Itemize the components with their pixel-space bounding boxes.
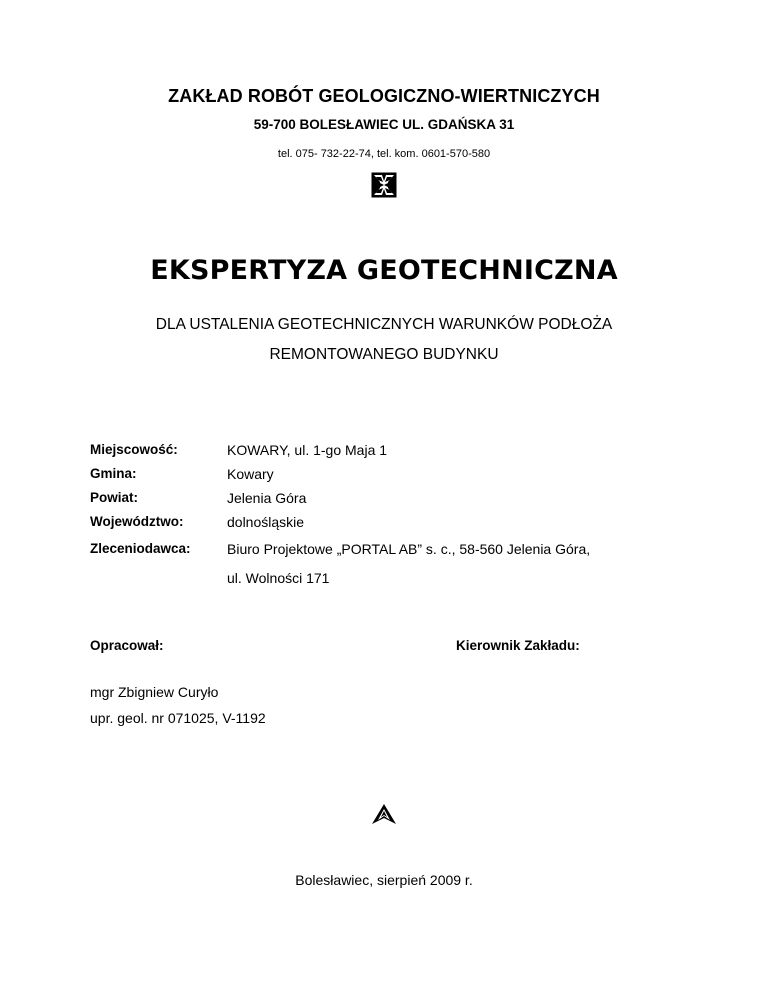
prepared-by-label: Opracował: — [90, 638, 164, 653]
locality-label: Miejscowość: — [90, 442, 178, 457]
author-name: mgr Zbigniew Curyło — [90, 684, 219, 700]
manager-label: Kierownik Zakładu: — [456, 638, 580, 653]
county-label: Powiat: — [90, 490, 139, 505]
company-name: ZAKŁAD ROBÓT GEOLOGICZNO-WIERTNICZYCH — [168, 86, 600, 106]
triangle-mark-icon — [372, 804, 396, 824]
company-emblem-icon — [371, 172, 397, 198]
commune-value: Kowary — [227, 466, 274, 482]
voivodeship-value: dolnośląskie — [227, 514, 305, 530]
company-phone: tel. 075- 732-22-74, tel. kom. 0601-570-580 — [277, 148, 491, 160]
voivodeship-label: Województwo: — [90, 514, 184, 529]
client-value-line1: Biuro Projektowe „PORTAL AB” s. c., 58-560 Jelenia Góra, — [227, 541, 591, 557]
company-address: 59-700 BOLESŁAWIEC UL. GDAŃSKA 31 — [253, 117, 515, 132]
document-subtitle-line1: DLA USTALENIA GEOTECHNICZNYCH WARUNKÓW PODŁOŻA — [155, 316, 613, 333]
client-label: Zleceniodawca: — [90, 541, 191, 556]
county-value: Jelenia Góra — [227, 490, 307, 506]
author-license: upr. geol. nr 071025, V-1192 — [90, 710, 266, 726]
commune-label: Gmina: — [90, 466, 137, 481]
document-subtitle-line2: REMONTOWANEGO BUDYNKU — [269, 346, 499, 363]
document-title: EKSPERTYZA GEOTECHNICZNA — [150, 255, 618, 286]
locality-value: KOWARY, ul. 1-go Maja 1 — [227, 442, 388, 458]
client-value-line2: ul. Wolności 171 — [227, 570, 330, 586]
place-and-date: Bolesławiec, sierpień 2009 r. — [295, 872, 473, 888]
